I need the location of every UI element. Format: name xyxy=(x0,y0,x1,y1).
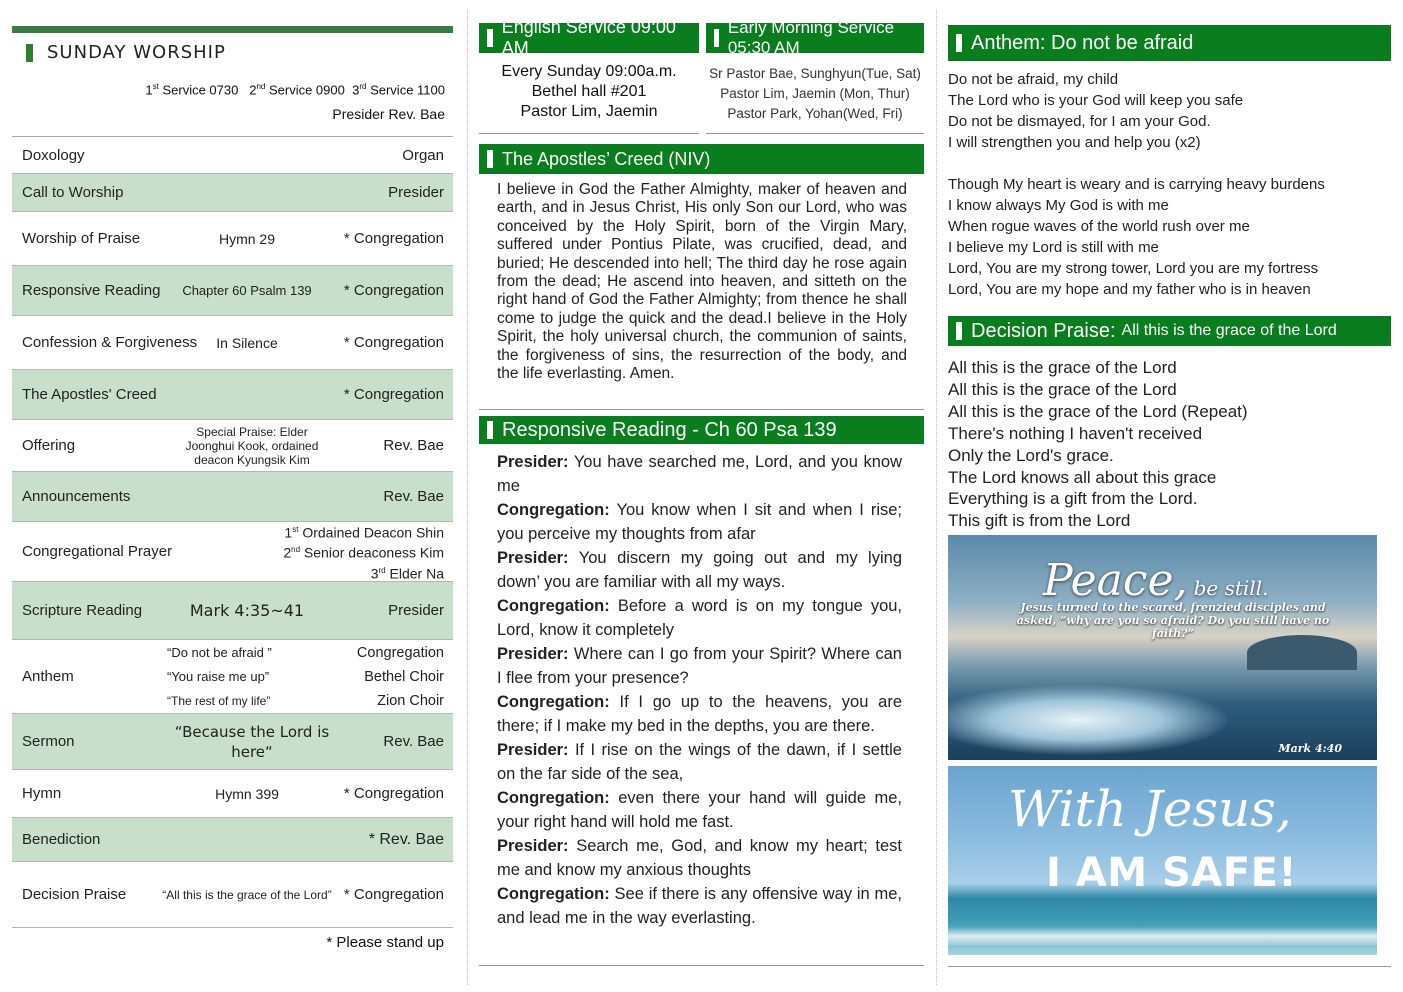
reading-text: You discern my going out and my lying down’ you are familiar with all my ways. xyxy=(497,549,902,591)
service-3-num: 3 xyxy=(352,82,360,98)
divider xyxy=(948,966,1391,967)
row-name: Sermon xyxy=(22,733,75,750)
with-jesus-image xyxy=(948,766,1377,955)
prayer-leaders xyxy=(283,521,444,583)
divider xyxy=(706,133,924,134)
wave-shape xyxy=(948,685,1228,755)
row-detail: Hymn 29 xyxy=(218,230,276,247)
row-leader: * Congregation xyxy=(343,334,444,351)
lyric-line: I will strengthen you and help you (x2) xyxy=(948,134,1201,151)
header-marker-icon xyxy=(714,29,719,47)
speaker: Congregation: xyxy=(497,693,610,711)
row-detail: Chapter 60 Psalm 139 xyxy=(182,283,312,298)
service-1-num: 1 xyxy=(145,82,153,98)
prayer-1-suffix: st xyxy=(292,524,299,534)
row-leader: * Rev. Bae xyxy=(368,830,444,848)
anthem-performer: Congregation xyxy=(356,645,444,661)
lyric-line: Everything is a gift from the Lord. xyxy=(948,489,1198,509)
reading-line xyxy=(497,594,902,642)
image-reference: Mark 4:40 xyxy=(1278,742,1342,755)
service-3-suffix: rd xyxy=(359,82,367,91)
row-call-to-worship xyxy=(12,174,453,212)
prayer-1-label: Ordained Deacon Shin xyxy=(302,524,444,541)
prayer-3-label: Elder Na xyxy=(389,565,444,582)
prayer-2-num: 2 xyxy=(283,544,292,561)
row-name: Worship of Praise xyxy=(22,230,141,247)
early-line: Pastor Lim, Jaemin (Mon, Thur) xyxy=(720,86,910,101)
image-title-small: be still. xyxy=(1193,576,1269,600)
service-1-label: Service 0730 xyxy=(162,82,239,98)
creed-text: I believe in God the Father Almighty, maker of heaven and earth, and in Jesus Christ, His only Son our Lord, who was conceived by the Holy Spirit, born of the Virgin Mary, suffered under Pontius Pilate, was crucified, dead, and buried; He descended into hell; The third day he rose again from the dead; He ascend into heaven, and sitteth on the right hand of God the Father Almighty; from thence he shall come to judge the quick and the dead.I believe in the Holy Spirit, the holy universal church, the communion of saints, the forgiveness of sins, the resurrection of the body, and the life everlasting. Amen. xyxy=(497,181,907,383)
anthem-song: “The rest of my life” xyxy=(167,694,271,708)
decision-praise-lyrics xyxy=(948,357,1378,532)
row-doxology xyxy=(12,138,453,174)
row-scripture-reading xyxy=(12,582,453,640)
anthem-item xyxy=(167,641,444,665)
row-responsive-reading xyxy=(12,266,453,316)
row-benediction xyxy=(12,818,453,862)
row-name: Benediction xyxy=(22,831,101,848)
lyric-line: I believe my Lord is still with me xyxy=(948,239,1159,256)
lyric-line: All this is the grace of the Lord (Repeat) xyxy=(948,401,1248,421)
row-detail: Mark 4:35~41 xyxy=(189,601,305,620)
lyric-line: All this is the grace of the Lord xyxy=(948,379,1177,399)
row-name: Anthem xyxy=(22,668,74,685)
english-service-details xyxy=(479,62,699,122)
row-name: Congregational Prayer xyxy=(22,543,173,560)
image-quote: Jesus turned to the scared, frenzied disciples and asked, “why are you so afraid? Do you still have no faith?” xyxy=(1016,601,1330,640)
early-line: Pastor Park, Yohan(Wed, Fri) xyxy=(727,106,903,121)
prayer-3-num: 3 xyxy=(370,565,379,582)
anthem-song: “You raise me up” xyxy=(167,669,270,684)
anthem-list xyxy=(167,641,444,713)
row-detail: Special Praise: Elder Joonghui Kook, ordained deacon Kyungsik Kim xyxy=(185,424,319,467)
row-name: Scripture Reading xyxy=(22,602,143,619)
lyric-line: Do not be afraid, my child xyxy=(948,71,1119,88)
speaker: Presider: xyxy=(497,453,569,471)
foam-shape xyxy=(948,927,1377,945)
prayer-2-label: Senior deaconess Kim xyxy=(303,544,444,561)
row-decision-praise xyxy=(12,862,453,928)
reading-text: See if there is any offensive way in me, and lead me in the way everlasting. xyxy=(497,885,902,927)
row-detail: “All this is the grace of the Lord” xyxy=(162,887,332,902)
row-name: Call to Worship xyxy=(22,184,124,201)
speaker: Presider: xyxy=(497,837,569,855)
service-1-suffix: st xyxy=(152,82,159,91)
row-name: Responsive Reading xyxy=(22,282,161,299)
column-divider xyxy=(467,10,468,985)
english-line: Pastor Lim, Jaemin xyxy=(520,103,658,120)
row-leader: * Congregation xyxy=(343,886,444,903)
lyric-line: Though My heart is weary and is carrying heavy burdens xyxy=(948,176,1325,193)
service-times xyxy=(145,82,445,97)
header-marker-icon xyxy=(956,34,962,52)
reading-text: If I go up to the heavens, you are there; if I make my bed in the depths, you are there. xyxy=(497,693,902,735)
lyric-line: There's nothing I haven't received xyxy=(948,423,1203,443)
anthem-header xyxy=(948,25,1391,61)
english-service-title: English Service 09:00 AM xyxy=(501,17,676,58)
lyric-line: All this is the grace of the Lord xyxy=(948,358,1177,377)
prayer-1-num: 1 xyxy=(284,524,293,541)
lyric-line: Lord, You are my hope and my father who is in heaven xyxy=(948,281,1311,298)
creed-header xyxy=(479,144,924,174)
row-hymn xyxy=(12,770,453,818)
row-apostles-creed xyxy=(12,370,453,420)
row-announcements xyxy=(12,472,453,522)
reading-line xyxy=(497,642,902,690)
anthem-lyrics xyxy=(948,69,1378,300)
image-title-main: Peace, xyxy=(1043,555,1188,606)
divider xyxy=(479,409,924,410)
speaker: Congregation: xyxy=(497,597,610,615)
speaker: Congregation: xyxy=(497,501,610,519)
reading-text: Search me, God, and know my heart; test me and know my anxious thoughts xyxy=(497,837,902,879)
speaker: Presider: xyxy=(497,549,569,567)
worship-order-panel xyxy=(12,26,453,951)
reading-text: If I rise on the wings of the dawn, if I settle on the far side of the sea, xyxy=(497,741,902,783)
row-worship-of-praise xyxy=(12,212,453,266)
lyric-line: Lord, You are my strong tower, Lord you are my fortress xyxy=(948,260,1319,277)
early-line: Sr Pastor Bae, Sunghyun(Tue, Sat) xyxy=(709,66,921,81)
prayer-2-suffix: nd xyxy=(291,545,301,555)
reading-text: You know when I sit and when I rise; you perceive my thoughts from afar xyxy=(497,501,902,543)
row-leader: Rev. Bae xyxy=(383,437,444,454)
row-congregational-prayer xyxy=(12,522,453,582)
worship-title-text: SUNDAY WORSHIP xyxy=(47,42,226,63)
service-2-num: 2 xyxy=(249,82,257,98)
verse-gap xyxy=(948,153,1378,174)
early-service-header xyxy=(706,18,924,57)
reading-text: even there your hand will guide me, your right hand will hold me fast. xyxy=(497,789,902,831)
reading-line xyxy=(497,738,902,786)
lyric-line: The Lord who is your God will keep you safe xyxy=(948,92,1244,109)
row-leader: Presider xyxy=(388,602,444,619)
english-line: Every Sunday 09:00a.m. xyxy=(501,63,677,80)
speaker: Congregation: xyxy=(497,789,610,807)
responsive-reading-title: Responsive Reading - Ch 60 Psa 139 xyxy=(502,418,837,441)
row-leader: * Congregation xyxy=(343,785,444,802)
row-leader: * Congregation xyxy=(343,282,444,299)
row-leader: Rev. Bae xyxy=(383,488,444,505)
top-accent-bar xyxy=(12,26,453,33)
divider xyxy=(479,965,924,966)
image-line-2: I AM SAFE! xyxy=(1046,850,1298,896)
row-name: Offering xyxy=(22,437,76,454)
row-leader: * Congregation xyxy=(343,386,444,403)
early-service-title: Early Morning Service 05:30 AM xyxy=(727,18,895,57)
anthem-performer: Bethel Choir xyxy=(364,669,444,685)
row-anthem xyxy=(12,640,453,714)
row-offering xyxy=(12,420,453,472)
header-marker-icon xyxy=(956,322,962,340)
row-leader: Presider xyxy=(388,184,444,201)
anthem-item xyxy=(167,689,444,713)
lyric-line: Only the Lord's grace. xyxy=(948,445,1114,465)
responsive-reading-header xyxy=(479,416,924,444)
row-leader: Rev. Bae xyxy=(383,733,444,750)
speaker: Presider: xyxy=(497,741,569,759)
reading-line xyxy=(497,690,902,738)
decision-praise-subtitle: All this is the grace of the Lord xyxy=(1121,322,1337,339)
reading-text: You have searched me, Lord, and you know me xyxy=(497,453,902,495)
stand-up-note: * Please stand up xyxy=(326,934,444,951)
row-leader: Organ xyxy=(402,147,444,164)
header-marker-icon xyxy=(487,150,493,168)
title-marker-icon xyxy=(26,44,33,62)
decision-praise-header xyxy=(948,316,1391,346)
header-marker-icon xyxy=(487,421,493,439)
lyric-line: The Lord knows all about this grace xyxy=(948,467,1217,487)
row-detail: “Because the Lord is here“ xyxy=(174,722,330,761)
reading-line xyxy=(497,786,902,834)
row-name: Decision Praise xyxy=(22,886,127,903)
reading-line xyxy=(497,882,902,930)
service-3-label: Service 1100 xyxy=(370,82,445,98)
decision-praise-title: Decision Praise: xyxy=(971,319,1116,342)
anthem-title: Anthem: Do not be afraid xyxy=(971,31,1194,54)
reading-line xyxy=(497,834,902,882)
lyric-line: This gift is from the Lord xyxy=(948,511,1131,531)
anthem-performer: Zion Choir xyxy=(377,693,444,709)
header-marker-icon xyxy=(487,29,493,47)
header-divider xyxy=(12,136,453,137)
english-service-header xyxy=(479,17,699,58)
reading-line xyxy=(497,450,902,498)
island-shape xyxy=(1247,635,1357,670)
creed-title: The Apostles’ Creed (NIV) xyxy=(502,148,711,169)
prayer-3-suffix: rd xyxy=(378,565,386,575)
row-detail: Hymn 399 xyxy=(215,785,279,802)
reading-text: Before a word is on my tongue you, Lord, know it completely xyxy=(497,597,903,639)
order-of-worship xyxy=(12,138,453,928)
early-service-details xyxy=(706,64,924,124)
speaker: Presider: xyxy=(497,645,569,663)
row-confession xyxy=(12,316,453,370)
row-detail: In Silence xyxy=(216,334,278,351)
lyric-line: Do not be dismayed, for I am your God. xyxy=(948,113,1211,130)
reading-text: Where can I go from your Spirit? Where can I flee from your presence? xyxy=(497,645,902,687)
row-leader: * Congregation xyxy=(343,230,444,247)
worship-title xyxy=(26,42,226,63)
presider-label: Presider Rev. Bae xyxy=(332,106,445,122)
column-divider xyxy=(936,10,937,985)
service-2-label: Service 0900 xyxy=(268,82,345,98)
row-name: The Apostles' Creed xyxy=(22,386,157,403)
anthem-item xyxy=(167,665,444,689)
image-title xyxy=(1043,555,1268,606)
peace-be-still-image xyxy=(948,535,1377,760)
image-line-1: With Jesus, xyxy=(1008,780,1292,838)
reading-line xyxy=(497,546,902,594)
lyric-line: When rogue waves of the world rush over me xyxy=(948,218,1250,235)
speaker: Congregation: xyxy=(497,885,610,903)
reading-line xyxy=(497,498,902,546)
lyric-line: I know always My God is with me xyxy=(948,197,1169,214)
row-name: Doxology xyxy=(22,147,85,164)
anthem-song: “Do not be afraid ” xyxy=(167,645,272,660)
row-name: Hymn xyxy=(22,785,62,802)
row-name: Announcements xyxy=(22,488,131,505)
service-2-suffix: nd xyxy=(256,82,266,91)
row-name: Confession & Forgiveness xyxy=(22,334,198,351)
divider xyxy=(479,133,699,134)
responsive-reading-text xyxy=(497,450,902,930)
row-sermon xyxy=(12,714,453,770)
english-line: Bethel hall #201 xyxy=(531,83,647,100)
